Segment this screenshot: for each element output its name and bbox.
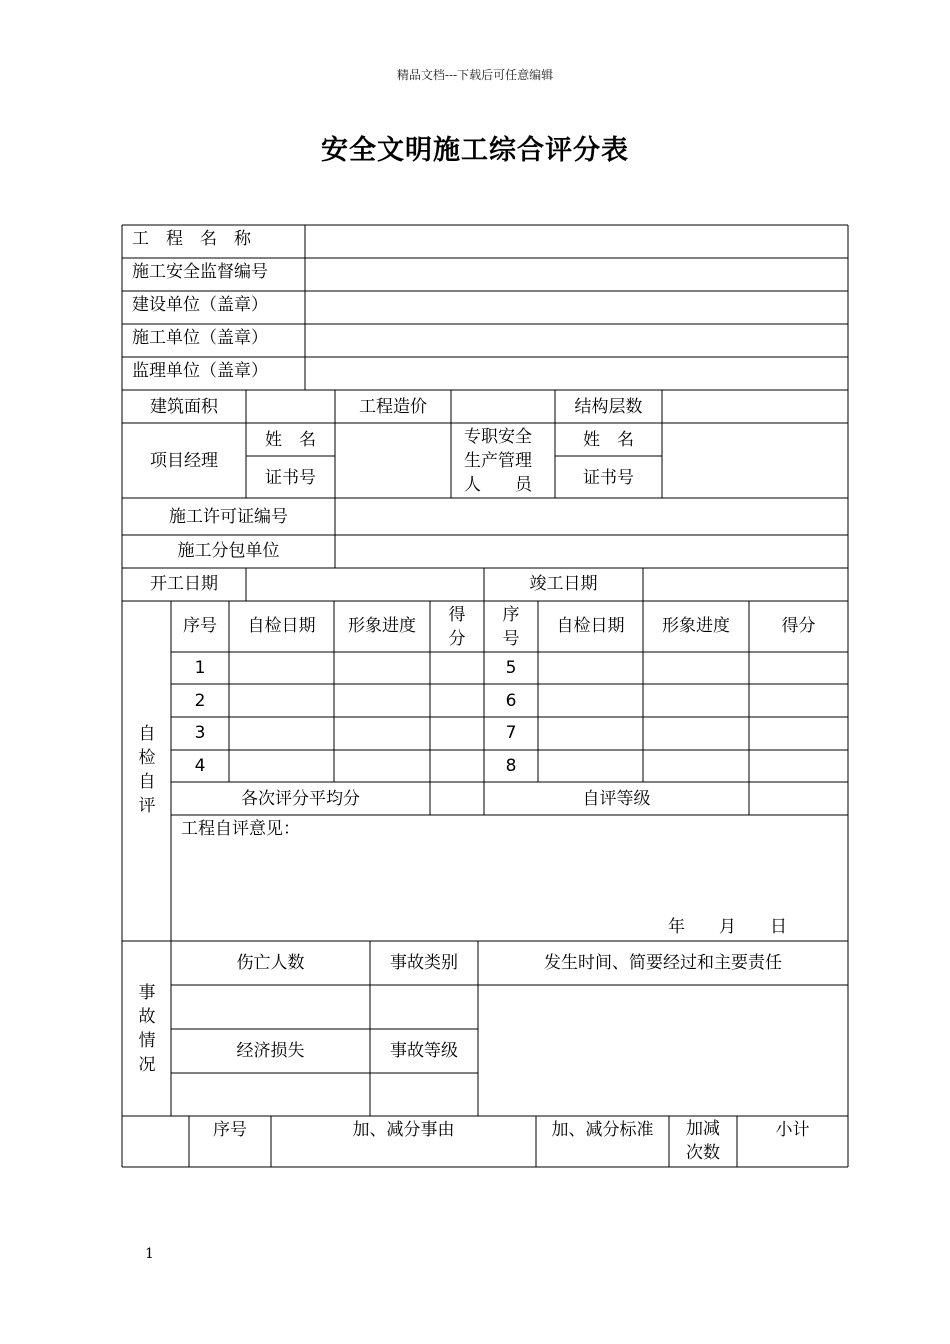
subcontractor-label: 施工分包单位 [177, 541, 280, 561]
project-name-label: 工 程 名 称 [132, 229, 251, 249]
self-opinion-label: 工程自评意见： [181, 819, 300, 839]
accident-side-label: 事故情况 [138, 983, 156, 1075]
table-row-seq: 3 [194, 723, 206, 743]
date-signature-line: 年 月 日 [668, 917, 787, 937]
manager-cert-label: 证书号 [265, 468, 316, 488]
page-title: 安全文明施工综合评分表 [321, 135, 629, 166]
adjust-subtotal-header: 小计 [775, 1120, 810, 1140]
contractor-unit-label: 施工单位（盖章） [132, 328, 268, 348]
self-grade-label: 自评等级 [582, 789, 651, 809]
table-row-seq: 2 [194, 691, 206, 711]
safety-officer-label: 专职安全生产管理人 员 [464, 427, 532, 495]
economic-loss-label: 经济损失 [236, 1041, 305, 1061]
table-row-seq: 4 [194, 756, 206, 776]
table-row-seq: 1 [194, 658, 206, 678]
permit-no-label: 施工许可证编号 [169, 507, 288, 527]
date-header-right: 自检日期 [556, 616, 625, 636]
accident-category-label: 事故类别 [390, 953, 458, 973]
adjust-standard-header: 加、减分标准 [551, 1120, 654, 1140]
accident-details-label: 发生时间、简要经过和主要责任 [544, 953, 782, 973]
seq-header: 序号 [183, 616, 217, 636]
building-area-label: 建筑面积 [150, 397, 218, 417]
adjust-reason-header: 加、减分事由 [352, 1120, 455, 1140]
end-date-label: 竣工日期 [529, 574, 598, 594]
casualties-label: 伤亡人数 [236, 953, 305, 973]
score-header: 得分 [448, 605, 466, 649]
average-score-label: 各次评分平均分 [241, 789, 360, 809]
progress-header: 形象进度 [348, 616, 416, 636]
project-cost-label: 工程造价 [359, 397, 427, 417]
construction-unit-label: 建设单位（盖章） [132, 295, 268, 315]
officer-name-label: 姓 名 [583, 430, 634, 450]
supervision-no-label: 施工安全监督编号 [132, 262, 268, 282]
adjust-times-header: 加减次数 [686, 1119, 720, 1163]
self-eval-side-label: 自检自评 [138, 724, 156, 816]
manager-name-label: 姓 名 [265, 430, 316, 450]
date-header: 自检日期 [247, 616, 316, 636]
officer-cert-label: 证书号 [583, 468, 634, 488]
start-date-label: 开工日期 [150, 574, 218, 594]
supervisor-unit-label: 监理单位（盖章） [132, 361, 268, 381]
watermark-header: 精品文档---下载后可任意编辑 [396, 68, 554, 82]
progress-header-right: 形象进度 [662, 616, 730, 636]
table-row-seq-right: 7 [505, 723, 517, 743]
adjust-seq-header: 序号 [213, 1120, 247, 1140]
table-row-seq-right: 6 [505, 691, 517, 711]
accident-grade-label: 事故等级 [390, 1041, 458, 1061]
project-manager-label: 项目经理 [150, 451, 218, 471]
seq-header-right: 序号 [502, 605, 520, 649]
table-row-seq-right: 5 [505, 658, 517, 678]
table-row-seq-right: 8 [505, 756, 517, 776]
page-number: 1 [145, 1246, 154, 1262]
score-header-right: 得分 [781, 616, 816, 636]
structure-floors-label: 结构层数 [574, 397, 643, 417]
